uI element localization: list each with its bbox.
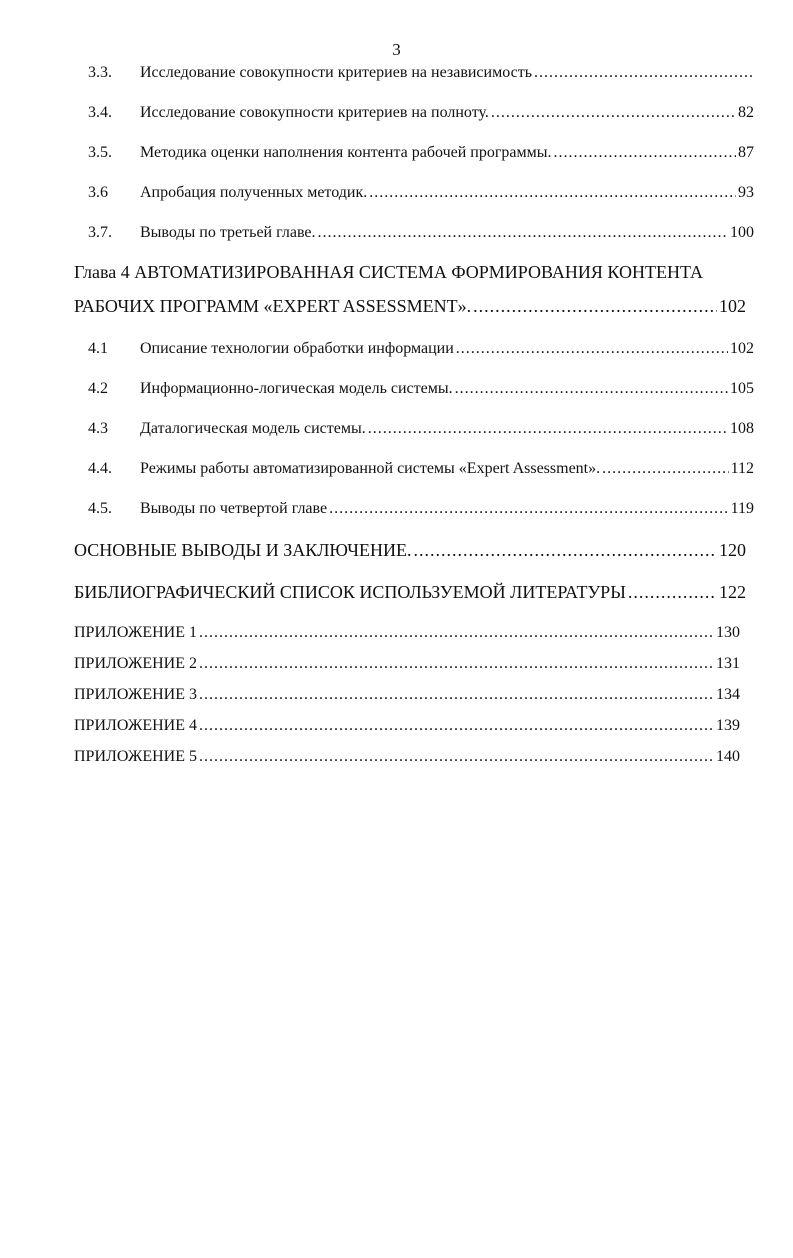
toc-entry-3-4[interactable] [88, 104, 754, 122]
toc-entry-page: 82 [738, 104, 754, 121]
toc-entry-title: Режимы работы автоматизированной системы «Expert Assessment». [140, 460, 601, 477]
toc-entry-title: БИБЛИОГРАФИЧЕСКИЙ СПИСОК ИСПОЛЬЗУЕМОЙ ЛИТЕРАТУРЫ [74, 582, 626, 602]
toc-entry-4-1[interactable] [88, 340, 754, 358]
toc-entry-4-5[interactable] [88, 500, 754, 518]
toc-leader-dots [602, 460, 728, 478]
toc-entry-title: РАБОЧИХ ПРОГРАММ «EXPERT ASSESSMENT». [74, 296, 472, 316]
toc-entry-number: 3.7. [88, 224, 112, 241]
toc-entry-page: 122 [719, 582, 746, 602]
toc-entry-4-2[interactable] [88, 380, 754, 398]
toc-entry-page: 119 [730, 500, 754, 517]
toc-leader-dots [473, 296, 717, 317]
toc-entry-number: 3.5. [88, 144, 112, 161]
toc-entry-number: 4.4. [88, 460, 112, 477]
toc-entry-appendix-4[interactable] [74, 717, 740, 735]
toc-leader-dots [199, 748, 714, 766]
toc-leader-dots [318, 224, 729, 242]
toc-entry-title: ПРИЛОЖЕНИЕ 3 [74, 686, 198, 703]
toc-entry-title: Апробация полученных методик. [140, 184, 368, 201]
toc-entry-number: 3.6 [88, 184, 108, 201]
toc-leader-dots [491, 104, 736, 122]
toc-entry-page: 112 [730, 460, 754, 477]
toc-entry-title: Описание технологии обработки информации [140, 340, 454, 357]
toc-entry-number: 4.2 [88, 380, 108, 397]
toc-leader-dots [199, 624, 714, 642]
toc-entry-bibliography[interactable] [74, 582, 746, 603]
toc-entry-title: ПРИЛОЖЕНИЕ 5 [74, 748, 198, 765]
toc-entry-page: 108 [730, 420, 754, 437]
toc-leader-dots [369, 184, 736, 202]
toc-entry-3-7[interactable] [88, 224, 754, 242]
toc-entry-page: 131 [716, 655, 740, 672]
toc-entry-3-6[interactable] [88, 184, 754, 202]
toc-leader-dots [455, 380, 728, 398]
toc-leader-dots [199, 717, 714, 735]
toc-entry-title: Выводы по четвертой главе [140, 500, 328, 517]
toc-entry-number: 4.5. [88, 500, 112, 517]
toc-entry-page: 102 [730, 340, 754, 357]
toc-leader-dots [199, 655, 714, 673]
toc-leader-dots [456, 340, 728, 358]
chapter-4-heading[interactable]: Глава 4 АВТОМАТИЗИРОВАННАЯ СИСТЕМА ФОРМИРОВАНИЯ КОНТЕНТА [74, 262, 704, 282]
toc-entry-title: ПРИЛОЖЕНИЕ 2 [74, 655, 198, 672]
toc-entry-3-3[interactable] [88, 64, 754, 82]
toc-entry-page: 134 [716, 686, 740, 703]
toc-entry-4-3[interactable] [88, 420, 754, 438]
toc-entry-number: 4.3 [88, 420, 108, 437]
toc-entry-title: ПРИЛОЖЕНИЕ 4 [74, 717, 198, 734]
toc-entry-page: 100 [730, 224, 754, 241]
toc-entry-title: Исследование совокупности критериев на полноту. [140, 104, 489, 121]
toc-entry-title: Даталогическая модель системы. [140, 420, 366, 437]
toc-entry-title: ОСНОВНЫЕ ВЫВОДЫ И ЗАКЛЮЧЕНИЕ. [74, 540, 412, 560]
toc-entry-3-5[interactable] [88, 144, 754, 162]
toc-entry-page: 140 [716, 748, 740, 765]
page-number: 3 [392, 40, 401, 59]
toc-entry-page: 102 [719, 296, 746, 316]
toc-entry-page: 87 [738, 144, 754, 161]
toc-entry-appendix-1[interactable] [74, 624, 740, 642]
toc-leader-dots [368, 420, 728, 438]
toc-leader-dots [554, 144, 736, 162]
toc-leader-dots [534, 64, 752, 82]
toc-leader-dots [628, 582, 717, 603]
toc-leader-dots [199, 686, 714, 704]
toc-entry-appendix-3[interactable] [74, 686, 740, 704]
chapter-4-heading-line2[interactable] [74, 296, 746, 317]
toc-entry-title: Методика оценки наполнения контента рабочей программы. [140, 144, 552, 161]
toc-leader-dots [413, 540, 717, 561]
toc-entry-conclusions[interactable] [74, 540, 746, 561]
toc-entry-appendix-2[interactable] [74, 655, 740, 673]
toc-entry-title: Выводы по третьей главе. [140, 224, 316, 241]
toc-entry-page: 130 [716, 624, 740, 641]
toc-entry-page: 93 [738, 184, 754, 201]
toc-entry-4-4[interactable] [88, 460, 754, 478]
toc-entry-page: 139 [716, 717, 740, 734]
toc-leader-dots [329, 500, 729, 518]
toc-entry-title: Информационно-логическая модель системы. [140, 380, 453, 397]
toc-entry-appendix-5[interactable] [74, 748, 740, 766]
toc-entry-title: ПРИЛОЖЕНИЕ 1 [74, 624, 198, 641]
toc-entry-page: 105 [730, 380, 754, 397]
toc-entry-number: 4.1 [88, 340, 108, 357]
toc-entry-number: 3.3. [88, 64, 112, 81]
toc-entry-page: 120 [719, 540, 746, 560]
toc-entry-title: Исследование совокупности критериев на независимость [140, 64, 533, 81]
toc-entry-number: 3.4. [88, 104, 112, 121]
